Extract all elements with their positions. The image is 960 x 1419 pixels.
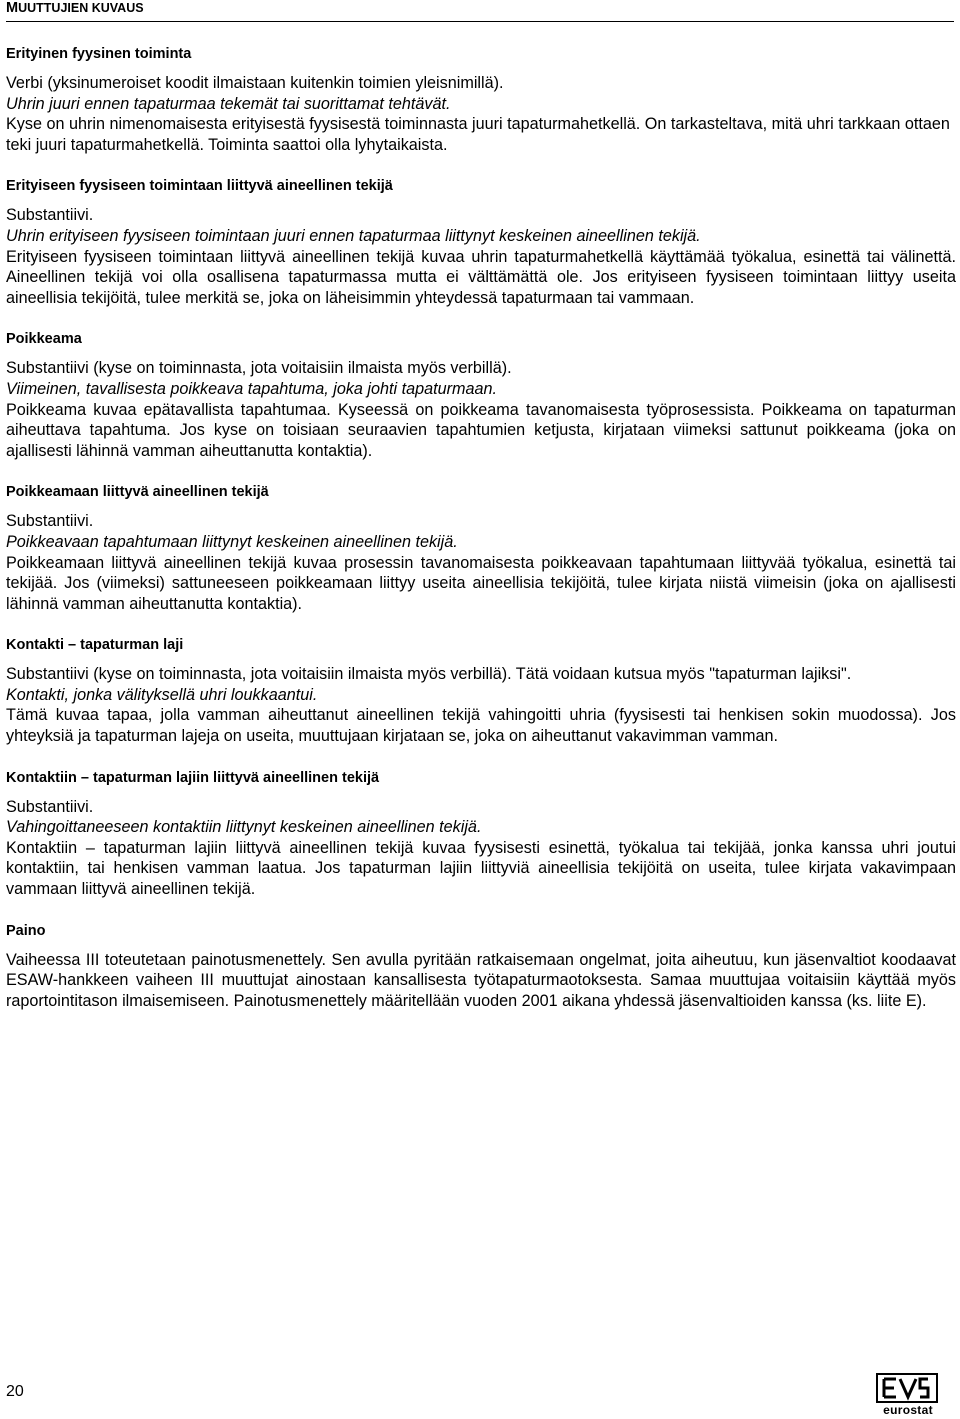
definition-line: Uhrin juuri ennen tapaturmaa tekemät tai suorittamat tehtävät. xyxy=(6,94,451,113)
section xyxy=(6,482,956,614)
description-paragraph: Poikkeama kuvaa epätavallista tapahtumaa. Kyseessä on poikkeama tavanomaisesta työprosessista. Poikkeama on tapaturman aiheuttava tapahtuma. Jos kyse on toisiaan seuraavien tapahtumien ketjusta, kirjataan viimeksi sattunut poikkeama (joka on ajallisesti lähinnä vamman aiheuttanutta kontaktia). xyxy=(6,400,956,460)
definition-line: Viimeinen, tavallisesta poikkeava tapahtuma, joka johti tapaturmaan. xyxy=(6,379,498,398)
section xyxy=(6,768,956,900)
section xyxy=(6,44,956,155)
section-heading: Erityinen fyysinen toiminta xyxy=(6,46,192,62)
section xyxy=(6,635,956,746)
definition-line: Vahingoittaneeseen kontaktiin liittynyt keskeinen aineellinen tekijä. xyxy=(6,818,482,837)
description-paragraph: Erityiseen fyysiseen toimintaan liittyvä aineellinen tekijä kuvaa uhrin tapaturmahetkellä käyttämää työkalua, esinettä tai välinettä. Aineellinen tekijä voi olla osallisena tapaturmassa mutta ei välttämättä ole. Jos erityiseen fyysiseen toimintaan liittyy useita aineellisia tekijöitä, tulee merkitä se, joka on läheisimmin yhteydessä tapaturmaan tai vammaan. xyxy=(6,247,956,307)
section xyxy=(6,921,956,1012)
running-header xyxy=(6,0,954,22)
section xyxy=(6,176,956,308)
section-heading: Poikkeamaan liittyvä aineellinen tekijä xyxy=(6,484,269,501)
definition-line: Kontakti, jonka välityksellä uhri loukkaantui. xyxy=(6,685,318,704)
description-paragraph: Poikkeamaan liittyvä aineellinen tekijä kuvaa prosessin tavanomaisesta poikkeavaan tapahtumaan liittyvää työkalua, esinettä tai tekijää. Jos (viimeksi) sattuneeseen poikkeamaan liittyy useita aineellisia tekijöitä, tulee kirjata niistä viimeisin (joka on ajallisesti lähinnä vamman aiheuttanutta kontaktia). xyxy=(6,553,956,613)
section-heading: Kontaktiin – tapaturman lajiin liittyvä aineellinen tekijä xyxy=(6,769,380,786)
running-title-initial: M xyxy=(6,0,19,16)
word-class-line: Substantiivi. xyxy=(6,797,94,816)
description-paragraph: Kontaktiin – tapaturman lajiin liittyvä aineellinen tekijä kuvaa fyysisesti esinettä, työkalua tai tekijää, jonka kanssa uhri joutui kontaktiin, tai henkisen vamman laatua. Jos tapaturman lajiin liittyviä aineellisia tekijöitä on useita, tulee kirjata vakavimpaan vammaan liittyvä aineellinen tekijä. xyxy=(6,838,956,899)
section-heading: Poikkeama xyxy=(6,331,82,348)
logo-wordmark: eurostat xyxy=(883,1403,933,1417)
word-class-line: Substantiivi. xyxy=(6,206,94,225)
section xyxy=(6,329,956,461)
running-title-rest: UUTTUJIEN KUVAUS xyxy=(18,1,144,15)
section-heading: Kontakti – tapaturman laji xyxy=(6,637,184,654)
word-class-line: Substantiivi (kyse on toiminnasta, jota voitaisiin ilmaista myös verbillä). Tätä voidaan kutsua myös "tapaturman lajiksi". xyxy=(6,665,852,684)
word-class-line: Substantiivi. xyxy=(6,512,94,531)
page-number: 20 xyxy=(6,1383,24,1400)
word-class-line: Verbi (yksinumeroiset koodit ilmaistaan kuitenkin toimien yleisnimillä). xyxy=(6,74,504,92)
description-paragraph: Vaiheessa III toteutetaan painotusmenettely. Sen avulla pyritään ratkaisemaan ongelmat, joita aiheutuu, kun jäsenvaltiot koodaavat ESAW-hankkeen vaiheen III muuttujat ainostaan kansallisesta työtapaturmaotoksesta. Samaa muuttujaa voitaisiin käyttää myös raportointitason ilmaisemiseen. Painotusmenettely määritellään vuoden 2001 aikana yhdessä jäsenvaltioiden kanssa (ks. liite E). xyxy=(6,950,956,1010)
description-paragraph: Kyse on uhrin nimenomaisesta erityisestä fyysisestä toiminnasta juuri tapaturmahetkellä. On tarkasteltava, mitä uhri tarkkaan ottaen teki juuri tapaturmahetkellä. Toiminta saattoi olla lyhytaikaista. xyxy=(6,115,950,154)
section-heading: Erityiseen fyysiseen toimintaan liittyvä aineellinen tekijä xyxy=(6,178,393,195)
definition-line: Uhrin erityiseen fyysiseen toimintaan juuri ennen tapaturmaa liittynyt keskeinen aineellinen tekijä. xyxy=(6,226,701,245)
word-class-line: Substantiivi (kyse on toiminnasta, jota voitaisiin ilmaista myös verbillä). xyxy=(6,359,512,378)
document-body xyxy=(6,44,956,1011)
definition-line: Poikkeavaan tapahtumaan liittynyt keskeinen aineellinen tekijä. xyxy=(6,532,458,551)
description-paragraph: Tämä kuvaa tapaa, jolla vamman aiheuttanut aineellinen tekijä vahingoitti uhria (fyysisesti tai henkisen sokin muodossa). Jos yhteyksiä ja tapaturman lajeja on useita, muuttujaan kirjataan se, joka on aiheuttanut vakavimman vamman. xyxy=(6,706,956,746)
section-heading: Paino xyxy=(6,922,46,939)
